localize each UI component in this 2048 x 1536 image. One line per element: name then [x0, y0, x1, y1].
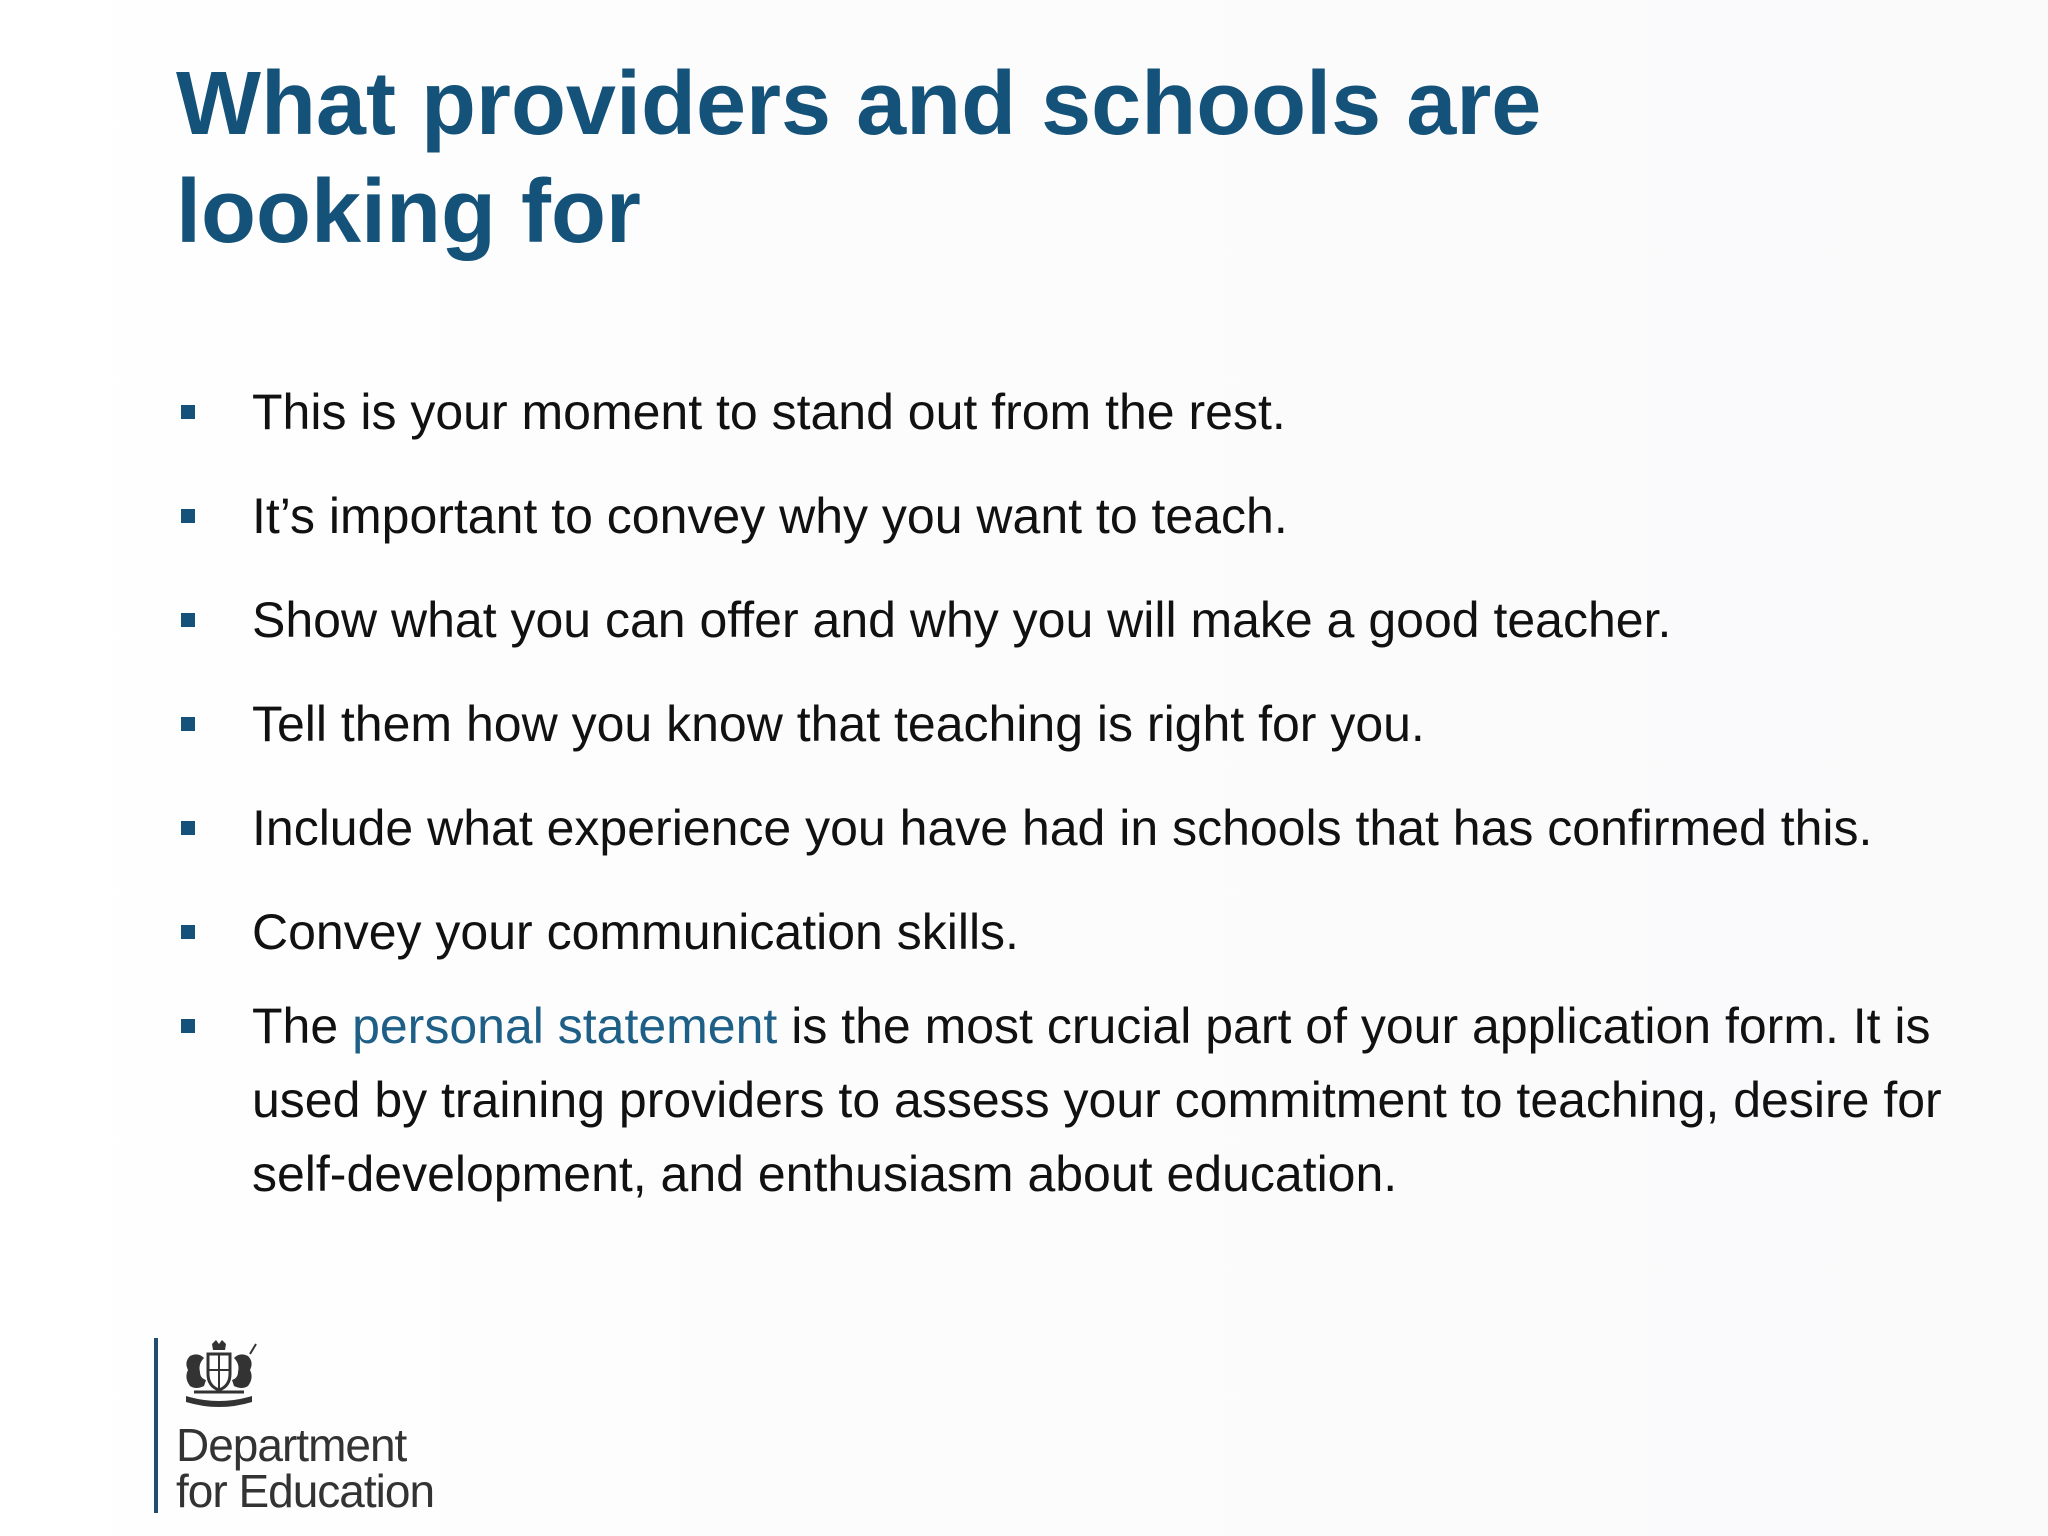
bullet-item — [176, 895, 1956, 969]
bullet-marker-icon — [181, 821, 195, 835]
bullet-item — [176, 479, 1956, 553]
bullet-marker-icon — [181, 613, 195, 627]
bullet-item — [176, 791, 1956, 865]
bullet-text: Tell them how you know that teaching is right for you. — [252, 696, 1425, 752]
bullet-text-before: The — [252, 998, 353, 1054]
royal-crest-icon — [176, 1340, 262, 1410]
bullet-text: Include what experience you have had in schools that has confirmed this. — [252, 800, 1873, 856]
bullet-text: It’s important to convey why you want to teach. — [252, 488, 1288, 544]
bullet-item — [176, 375, 1956, 449]
bullet-text-after: is the most crucial part of your application form. It is used by training providers to assess your commitment to teaching, desire for self-development, and enthusiasm about education. — [252, 998, 1942, 1202]
logo-bar — [154, 1338, 158, 1513]
bullet-text: Convey your communication skills. — [252, 904, 1019, 960]
bullet-marker-icon — [181, 509, 195, 523]
bullet-text: This is your moment to stand out from the rest. — [252, 384, 1286, 440]
bullet-text: Show what you can offer and why you will make a good teacher. — [252, 592, 1672, 648]
bullet-item — [176, 583, 1956, 657]
logo-text-department: Department — [176, 1419, 407, 1471]
bullet-item — [176, 687, 1956, 761]
bullet-marker-icon — [181, 717, 195, 731]
bullet-marker-icon — [181, 405, 195, 419]
bullet-list — [176, 375, 1956, 1241]
logo-text-for-education: for Education — [176, 1465, 435, 1517]
slide-title: What providers and schools are looking for — [176, 54, 1542, 262]
bullet-item-personal-statement — [176, 989, 1956, 1211]
bullet-marker-icon — [181, 925, 195, 939]
bullet-marker-icon — [181, 1019, 195, 1033]
dfe-logo — [154, 1338, 494, 1518]
personal-statement-link[interactable]: personal statement — [352, 998, 778, 1054]
